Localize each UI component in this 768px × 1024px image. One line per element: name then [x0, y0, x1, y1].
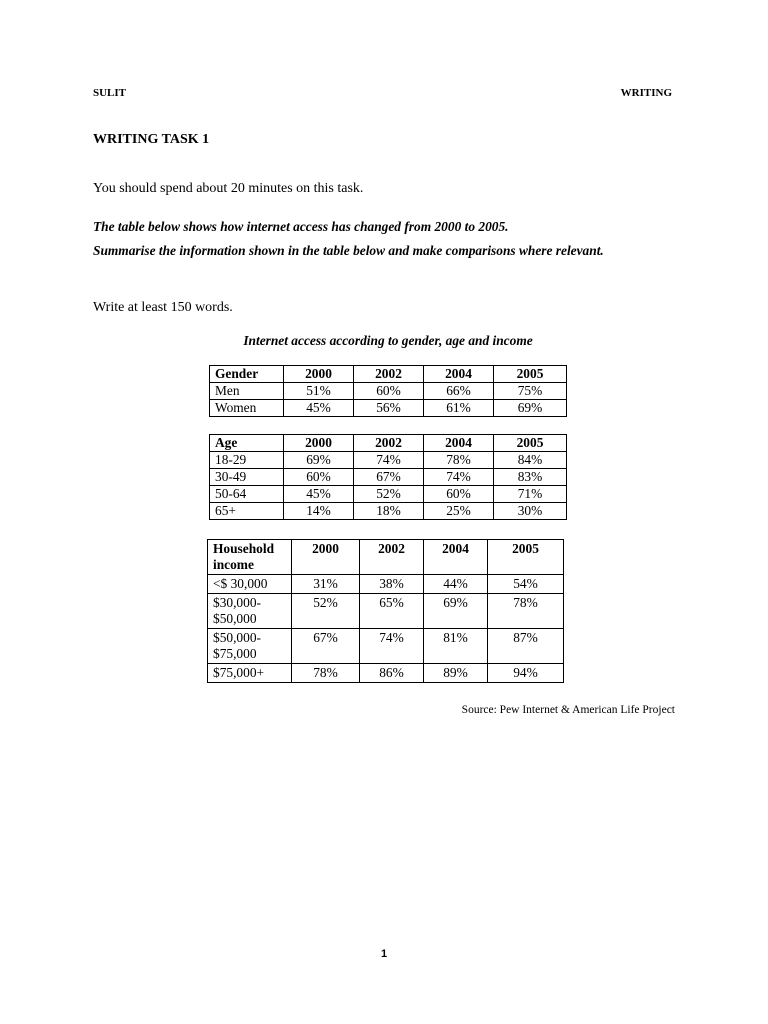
column-header: 2002 [354, 435, 424, 452]
column-header: 2000 [292, 540, 360, 575]
column-header: 2000 [284, 366, 354, 383]
table-cell: 84% [494, 452, 567, 469]
column-header: 2002 [360, 540, 424, 575]
row-label: 50-64 [210, 486, 284, 503]
row-label: <$ 30,000 [208, 575, 292, 594]
table-cell: 78% [424, 452, 494, 469]
table-row [208, 575, 564, 594]
row-label: Men [210, 383, 284, 400]
table-row [208, 594, 564, 629]
column-header: 2005 [494, 366, 567, 383]
table-cell: 14% [284, 503, 354, 520]
table-cell: 18% [354, 503, 424, 520]
table-cell: 25% [424, 503, 494, 520]
column-header: 2004 [424, 540, 488, 575]
column-header: Household income [208, 540, 292, 575]
time-instruction: You should spend about 20 minutes on this task. [93, 181, 364, 196]
table-cell: 56% [354, 400, 424, 417]
table-cell: 69% [284, 452, 354, 469]
table-cell: 30% [494, 503, 567, 520]
table-cell: 67% [292, 629, 360, 664]
header-right-label: WRITING [620, 87, 672, 99]
source-note: Source: Pew Internet & American Life Project [461, 704, 675, 716]
table-row [210, 400, 567, 417]
table-cell: 71% [494, 486, 567, 503]
column-header: 2004 [424, 366, 494, 383]
table-cell: 78% [488, 594, 564, 629]
word-count-instruction: Write at least 150 words. [93, 300, 233, 315]
table-cell: 52% [354, 486, 424, 503]
table-row [208, 629, 564, 664]
table-cell: 31% [292, 575, 360, 594]
table-cell: 74% [360, 629, 424, 664]
table-cell: 87% [488, 629, 564, 664]
table-header-row [208, 540, 564, 575]
table-cell: 60% [284, 469, 354, 486]
prompt-line: The table below shows how internet access has changed from 2000 to 2005. [93, 219, 509, 234]
table-cell: 67% [354, 469, 424, 486]
table-cell: 61% [424, 400, 494, 417]
table-cell: 44% [424, 575, 488, 594]
table-row [210, 383, 567, 400]
column-header: 2002 [354, 366, 424, 383]
table-cell: 69% [424, 594, 488, 629]
column-header: 2005 [494, 435, 567, 452]
row-label: 30-49 [210, 469, 284, 486]
table-cell: 45% [284, 486, 354, 503]
column-header: Gender [210, 366, 284, 383]
row-label: $75,000+ [208, 664, 292, 683]
table-cell: 51% [284, 383, 354, 400]
table-cell: 74% [424, 469, 494, 486]
table-cell: 94% [488, 664, 564, 683]
page-number: 1 [380, 948, 388, 960]
table-cell: 69% [494, 400, 567, 417]
table-header-row [210, 366, 567, 383]
column-header: 2004 [424, 435, 494, 452]
table-cell: 81% [424, 629, 488, 664]
row-label: Women [210, 400, 284, 417]
row-label: $30,000- $50,000 [208, 594, 292, 629]
table-row [210, 486, 567, 503]
table-cell: 60% [354, 383, 424, 400]
table-cell: 52% [292, 594, 360, 629]
header-left-label: SULIT [93, 87, 127, 99]
column-header: 2000 [284, 435, 354, 452]
table-cell: 66% [424, 383, 494, 400]
table-cell: 38% [360, 575, 424, 594]
table-row [210, 469, 567, 486]
table-cell: 75% [494, 383, 567, 400]
row-label: 65+ [210, 503, 284, 520]
table-title: Internet access according to gender, age and income [243, 333, 533, 348]
table-row [210, 452, 567, 469]
table-row [208, 664, 564, 683]
table-cell: 45% [284, 400, 354, 417]
table-cell: 78% [292, 664, 360, 683]
row-label: 18-29 [210, 452, 284, 469]
column-header: 2005 [488, 540, 564, 575]
table-row [210, 503, 567, 520]
table-cell: 65% [360, 594, 424, 629]
table-header-row [210, 435, 567, 452]
row-label: $50,000- $75,000 [208, 629, 292, 664]
table-cell: 89% [424, 664, 488, 683]
prompt-line: Summarise the information shown in the table below and make comparisons where relevant. [93, 243, 604, 258]
table-cell: 60% [424, 486, 494, 503]
table-cell: 74% [354, 452, 424, 469]
task-prompt [93, 215, 604, 263]
income-table [207, 539, 564, 683]
table-cell: 83% [494, 469, 567, 486]
column-header: Age [210, 435, 284, 452]
gender-table [209, 365, 567, 417]
table-cell: 86% [360, 664, 424, 683]
age-table [209, 434, 567, 520]
table-cell: 54% [488, 575, 564, 594]
task-title: WRITING TASK 1 [93, 132, 210, 147]
